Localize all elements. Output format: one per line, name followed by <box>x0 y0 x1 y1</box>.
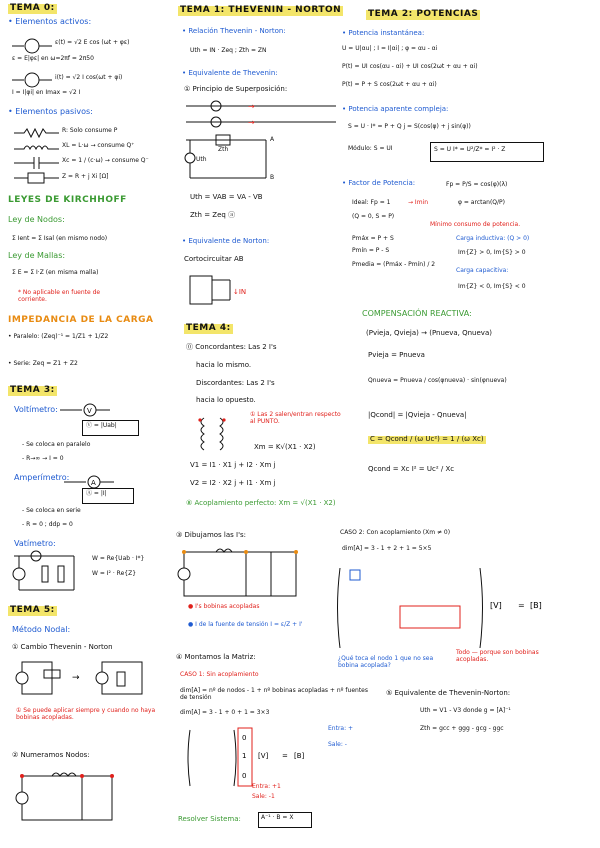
nodal-note: ① Se puede aplicar siempre y cuando no haya bobinas acopladas. <box>16 707 156 721</box>
comp-eq1: (Pvieja, Qvieja) → (Pnueva, Qnueva) <box>366 329 492 337</box>
impedance-text: Z = R + j Xi [Ω] <box>62 173 109 180</box>
instantanea-heading: • Potencia instantánea: <box>342 29 425 37</box>
v2-eq: V2 = I2 · X2 j + I1 · Xm j <box>190 479 276 487</box>
compensacion-heading: COMPENSACIÓN REACTIVA: <box>362 309 472 318</box>
pasivos-heading: • Elementos pasivos: <box>8 107 93 116</box>
current-source-icon <box>12 70 52 90</box>
svg-text:0: 0 <box>242 772 247 780</box>
tema0-title: TEMA 0: <box>10 3 55 13</box>
svg-text:0: 0 <box>242 734 247 742</box>
caso1-heading: CASO 1: Sin acoplamiento <box>180 671 259 678</box>
voltage-source-icon <box>12 36 52 56</box>
comp-eq4: |Qcond| = |Qvieja - Qnueva| <box>368 411 467 419</box>
resolver-heading: Resolver Sistema: <box>178 815 241 823</box>
numeramos-heading: ② Numeramos Nodos: <box>12 751 90 759</box>
resistor-text: R: Solo consume P <box>62 127 118 134</box>
montamos-heading: ④ Montamos la Matriz: <box>176 653 256 661</box>
nodos-heading: Ley de Nodos: <box>8 215 65 224</box>
activos-heading: • Elementos activos: <box>8 17 92 26</box>
carga-cap-text: Carga capacitiva: <box>456 267 509 274</box>
svg-text:A: A <box>91 479 96 487</box>
tema1-title: TEMA 1: THEVENIN - NORTON <box>180 5 342 15</box>
voltmeter-eq: Ⓥ = |Uab| <box>86 422 117 429</box>
serie-eq: • Serie: Zeq = Z1 + Z2 <box>8 360 78 367</box>
p2-eq: P(t) = P + S cos(2ωt + αu + αi) <box>342 81 437 88</box>
no-aplicable-note: * No aplicable en fuente de corriente. <box>18 289 101 303</box>
s2-eq: Módulo: S = UI <box>348 145 393 152</box>
numbered-nodes-circuit-icon <box>12 768 122 828</box>
pmin-eq: Pmín = P - S <box>352 247 390 254</box>
instantanea-eq: U = U|αu| ; I = I|αi| ; φ = αu - αi <box>342 45 438 52</box>
amperimetro-heading: Amperímetro: <box>14 473 70 482</box>
comp-eq6: Qcond = Xc I² = Uc² / Xc <box>368 465 455 473</box>
pmedia-eq: Pmedia = (Pmáx - Pmín) / 2 <box>352 261 436 268</box>
relacion-eq: Uth = IN · Zeq ; Zth = ZN <box>190 47 267 54</box>
concordantes-text-2: hacia lo mismo. <box>196 361 252 369</box>
tema5-title: TEMA 5: <box>10 605 55 615</box>
resistor-icon <box>14 128 59 138</box>
currents-circuit-icon <box>176 548 306 598</box>
caso2-heading: CASO 2: Con acoplamiento (Xm ≠ 0) <box>340 529 451 536</box>
zth-label: Zth <box>218 146 229 153</box>
impedance-icon <box>14 172 59 184</box>
ammeter-eq: Ⓐ = |I| <box>86 490 107 497</box>
factor-heading: • Factor de Potencia: <box>342 179 416 187</box>
source-i-eq: i(t) = √2 I cos(ωt + φi) <box>55 74 123 81</box>
sale-red-label: Sale: -1 <box>252 793 275 800</box>
coupled-coils-icon <box>190 416 240 452</box>
svg-text:→: → <box>72 673 80 683</box>
wattmeter-eq1: W = Re{Uab · I*} <box>92 555 145 562</box>
vatimetro-heading: Vatímetro: <box>14 539 56 548</box>
svg-text:↓IN: ↓IN <box>233 288 247 296</box>
svg-text:V: V <box>87 407 92 415</box>
perfecto-text: ⑧ Acoplamiento perfecto: Xm = √(X1 · X2) <box>186 499 336 507</box>
arctan-eq: φ = arctan(Q/P) <box>458 199 505 206</box>
carga-ind-text: Carga inductiva: (Q > 0) <box>456 235 530 242</box>
nodos-eq: Σ Ient = Σ Isal (en mismo nodo) <box>12 235 108 242</box>
aparente-heading: • Potencia aparente compleja: <box>342 105 449 113</box>
corto-text: Cortocircuitar AB <box>184 255 244 263</box>
inductor-icon <box>14 143 59 153</box>
comp-eq5: C = Qcond / (ω Uc²) = 1 / (ω Xc) <box>370 435 484 443</box>
xm-eq: Xm = K√(X1 · X2) <box>254 443 316 451</box>
capacitor-text: Xc = 1 / (c·ω) → consume Q⁻ <box>62 157 149 164</box>
svg-text:=: = <box>282 752 288 760</box>
ideal2-text: (Q = 0, S = P) <box>352 213 395 220</box>
dim-eq: dim[A] = nº de nodos - 1 + nº bobinas acopladas + nº fuentes de tensión <box>180 687 368 701</box>
capacitor-icon <box>14 157 59 169</box>
inductor-text: XL = L·ω → consume Q⁺ <box>62 142 135 149</box>
cambio-heading: ① Cambio Thevenin - Norton <box>12 643 113 651</box>
superposition-circuit-icon <box>186 100 336 180</box>
ammeter-b: - R = 0 ; ddp = 0 <box>22 521 73 528</box>
equiv-th-norton-heading: ⑤ Equivalente de Thevenin-Norton: <box>386 689 511 697</box>
paralelo-eq: • Paralelo: (Zeq)⁻¹ = 1/Z1 + 1/Z2 <box>8 333 109 340</box>
svg-text:[V]: [V] <box>258 752 269 760</box>
source-e-eq: ε(t) = √2 E cos (ωt + φε) <box>55 39 130 46</box>
discordantes-text-2: hacia lo opuesto. <box>196 396 256 404</box>
kirchhoff-heading: LEYES DE KIRCHHOFF <box>8 195 127 205</box>
comp-eq2: Pvieja = Pnueva <box>368 351 425 359</box>
fp-eq: Fp = P/S = cos(φ)(λ) <box>446 181 508 188</box>
bobinas-acopladas-text: ● I's bobinas acopladas <box>188 603 260 610</box>
concordantes-text: ⓪ Concordantes: Las 2 I's <box>186 343 277 351</box>
fuente-tension-text: ● I de la fuente de tensión I = ε/Z + I' <box>188 621 303 628</box>
pregunta-text: ¿Qué toca el nodo 1 que no sea bobina acoplada? <box>338 655 434 669</box>
node-b-label: B <box>270 174 275 181</box>
discordantes-text: Discordantes: Las 2 I's <box>196 379 275 387</box>
svg-text:→: → <box>248 118 255 127</box>
equiv-thevenin-heading: • Equivalente de Thevenin: <box>182 69 278 77</box>
entra-red-label: Entra: +1 <box>252 783 281 790</box>
pmax-eq: Pmáx = P + S <box>352 235 394 242</box>
tema3-title: TEMA 3: <box>10 385 55 395</box>
impedancia-heading: IMPEDANCIA DE LA CARGA <box>8 315 154 325</box>
svg-text:[B]: [B] <box>530 601 542 610</box>
equiv-norton-heading: • Equivalente de Norton: <box>182 237 270 245</box>
norton-circuit-icon <box>190 272 250 312</box>
nodal-heading: Método Nodal: <box>12 625 71 634</box>
wattmeter-circuit-icon <box>14 550 84 595</box>
matrix-caso1 <box>186 728 326 788</box>
ideal-text: Ideal: Fp = 1 <box>352 199 391 206</box>
s3-eq: S = U I* = U²/Z* = I² · Z <box>434 146 506 153</box>
comp-eq3: Qnueva = Pnueva / cos(φnueva) · sin(φnueva) <box>368 377 507 384</box>
dim-caso2: dim[A] = 3 - 1 + 2 + 1 = 5×5 <box>342 545 432 552</box>
superposicion-heading: ① Principio de Superposición: <box>184 85 288 93</box>
matrix-caso2 <box>330 562 570 652</box>
svg-text:[B]: [B] <box>294 752 305 760</box>
carga-ind-eq: Im{Z} > 0, Im{S} > 0 <box>458 249 526 256</box>
uth-label: Uth <box>196 156 207 163</box>
thevenin-norton-circuit-icon <box>12 658 162 698</box>
mallas-eq: Σ E = Σ I·Z (en misma malla) <box>12 269 99 276</box>
source-e-phasor: ε = E|φε| en ω=2πf = 2π50 <box>12 55 94 62</box>
imin-text: → Imin <box>408 199 429 206</box>
voltmeter-b: - R→∞ → I = 0 <box>22 455 64 462</box>
s1-eq: S = U · I* = P + Q j = S(cos(φ) + j sin(φ)) <box>348 123 471 130</box>
dibujamos-heading: ③ Dibujamos las I's: <box>176 531 247 539</box>
entra-label: Entra: + <box>328 725 354 732</box>
tema4-title: TEMA 4: <box>186 323 231 333</box>
dim2-eq: dim[A] = 3 - 1 + 0 + 1 = 3×3 <box>180 709 270 716</box>
svg-text:→: → <box>248 102 255 111</box>
v1-eq: V1 = I1 · X1 j + I2 · Xm j <box>190 461 276 469</box>
svg-text:1: 1 <box>242 752 247 760</box>
tema2-title: TEMA 2: POTENCIAS <box>368 9 479 19</box>
carga-cap-eq: Im{Z} < 0, Im{S} < 0 <box>458 283 526 290</box>
source-i-phasor: I = I|φi| en Imax = √2 I <box>12 89 81 96</box>
ammeter-a: - Se coloca en serie <box>22 507 81 514</box>
svg-text:=: = <box>518 601 525 610</box>
coupling-note: ① Las 2 salen/entran respecto al PUNTO. <box>250 411 341 425</box>
todo-note: Todo — porque son bobinas acopladas. <box>456 649 539 663</box>
node-a-label: A <box>270 136 275 143</box>
minimo-text: Mínimo consumo de potencia. <box>430 221 521 228</box>
voltimetro-heading: Voltímetro: <box>14 405 58 414</box>
relacion-heading: • Relación Thevenin - Norton: <box>182 27 286 35</box>
sale-label: Sale: - <box>328 741 347 748</box>
uth-caso2-eq: Uth = V1 - V3 donde g = [A]⁻¹ <box>420 707 511 714</box>
uth-eq: Uth = VAB = VA - VB <box>190 193 263 201</box>
voltmeter-icon <box>60 402 110 418</box>
p1-eq: P(t) = UI cos(αu - αi) + UI cos(2ωt + αu + αi) <box>342 63 478 70</box>
zth-caso2-eq: Zth = gcc + ggg - gcg - ggc <box>420 725 504 732</box>
mallas-heading: Ley de Mallas: <box>8 251 66 260</box>
zth-eq: Zth = Zeq ⓐ <box>190 211 236 219</box>
resolver-eq: A⁻¹ · B = X <box>261 814 294 821</box>
wattmeter-eq2: W = I² · Re{Z} <box>92 570 137 577</box>
svg-text:[V]: [V] <box>490 601 502 610</box>
voltmeter-a: - Se coloca en paralelo <box>22 441 91 448</box>
